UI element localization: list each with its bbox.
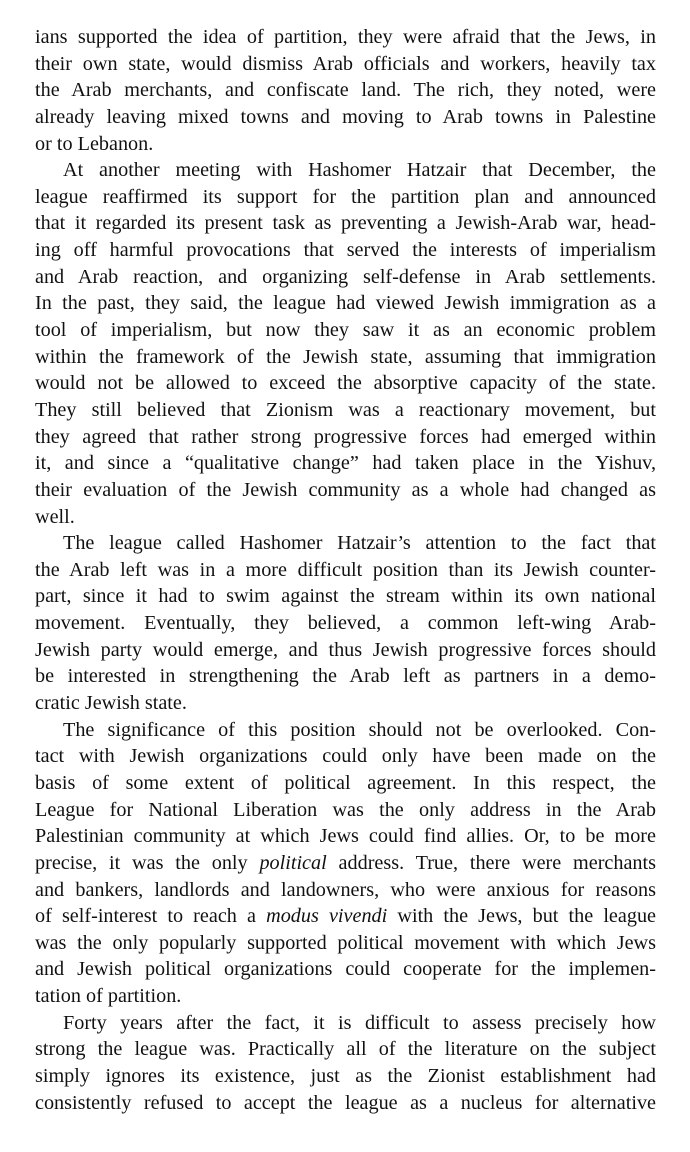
text-line: tool of imperialism, but now they saw it as an economic problem xyxy=(35,319,656,342)
text-line: would not be allowed to exceed the absorptive capacity of the state. xyxy=(35,372,656,395)
italic-text: modus vivendi xyxy=(266,905,388,928)
text-line: their own state, would dismiss Arab officials and workers, heavily tax xyxy=(35,52,656,75)
text-line: Jewish party would emerge, and thus Jewish progressive forces should xyxy=(35,638,656,661)
text-line: ing off harmful provocations that served the interests of imperialism xyxy=(35,239,656,262)
text-line: it, and since a “qualitative change” had taken place in the Yishuv, xyxy=(35,452,656,475)
text-line: They still believed that Zionism was a reactionary movement, but xyxy=(35,398,656,421)
text-line: League for National Liberation was the only address in the Arab xyxy=(35,798,656,821)
text-line: their evaluation of the Jewish community as a whole had changed as xyxy=(35,478,656,501)
text-line: or to Lebanon. xyxy=(35,132,154,155)
text-line: tation of partition. xyxy=(35,985,182,1008)
text-line: they agreed that rather strong progressive forces had emerged within xyxy=(35,425,656,448)
text-line: In the past, they said, the league had viewed Jewish immigration as a xyxy=(35,292,656,315)
paragraph xyxy=(35,530,656,716)
text-line: and Jewish political organizations could cooperate for the implemen- xyxy=(35,958,656,981)
paragraph xyxy=(35,717,656,1010)
text-line xyxy=(35,850,656,877)
text-line: The league called Hashomer Hatzair’s attention to the fact that xyxy=(63,532,656,555)
text-line: Forty years after the fact, it is difficult to assess precisely how xyxy=(63,1011,656,1034)
text-line: tact with Jewish organizations could only have been made on the xyxy=(35,745,656,768)
text-line: league reaffirmed its support for the partition plan and announced xyxy=(35,185,656,208)
text-line: consistently refused to accept the league as a nucleus for alternative xyxy=(35,1091,656,1114)
text-line: that it regarded its present task as preventing a Jewish-Arab war, head- xyxy=(35,212,656,235)
text-line: was the only popularly supported political movement with which Jews xyxy=(35,931,656,954)
text-line: cratic Jewish state. xyxy=(35,692,187,715)
document-page xyxy=(35,24,656,1116)
text-segment: of self-interest to reach a xyxy=(35,905,267,928)
paragraph xyxy=(35,157,656,530)
text-line: already leaving mixed towns and moving to Arab towns in Palestine xyxy=(35,105,656,128)
text-line: well. xyxy=(35,505,75,528)
text-line: movement. Eventually, they believed, a common left-wing Arab- xyxy=(35,612,656,635)
paragraph xyxy=(35,24,656,157)
text-line: basis of some extent of political agreement. In this respect, the xyxy=(35,771,656,794)
text-line: simply ignores its existence, just as the Zionist establishment had xyxy=(35,1064,656,1087)
text-segment: precise, it was the only xyxy=(35,851,260,874)
text-line: Palestinian community at which Jews could find allies. Or, to be more xyxy=(35,825,656,848)
text-line xyxy=(35,903,656,930)
text-line: the Arab merchants, and confiscate land. The rich, they noted, were xyxy=(35,79,656,102)
text-line: within the framework of the Jewish state, assuming that immigration xyxy=(35,345,656,368)
paragraph xyxy=(35,1010,656,1117)
text-segment: with the Jews, but the league xyxy=(387,905,656,928)
text-line: part, since it had to swim against the stream within its own national xyxy=(35,585,656,608)
text-line: ians supported the idea of partition, they were afraid that the Jews, in xyxy=(35,26,656,48)
text-line: The significance of this position should not be overlooked. Con- xyxy=(63,718,656,741)
text-line: and bankers, landlords and landowners, who were anxious for reasons xyxy=(35,878,656,901)
text-line: strong the league was. Practically all of the literature on the subject xyxy=(35,1038,656,1061)
text-line: the Arab left was in a more difficult position than its Jewish counter- xyxy=(35,558,656,581)
text-line: and Arab reaction, and organizing self-defense in Arab settlements. xyxy=(35,265,656,288)
text-line: be interested in strengthening the Arab left as partners in a demo- xyxy=(35,665,656,688)
italic-text: political xyxy=(259,851,327,874)
text-line: At another meeting with Hashomer Hatzair that December, the xyxy=(63,159,656,182)
text-segment: address. True, there were merchants xyxy=(326,851,656,874)
